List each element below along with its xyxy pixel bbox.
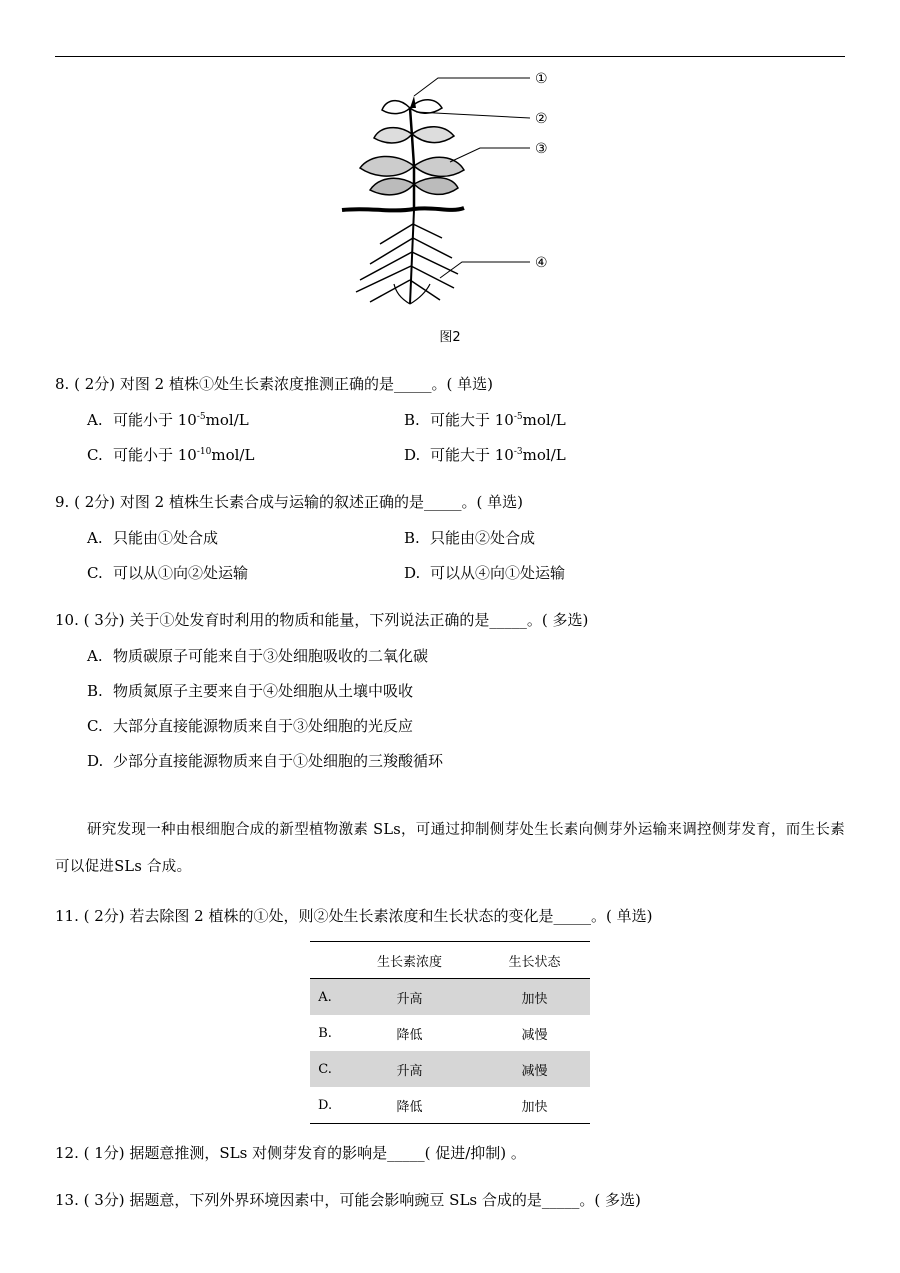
q8-option-b: B. 可能大于 $10^{-5}mol/L$ [404,411,566,429]
header-rule [55,56,845,57]
q9-option-c: C. 可以从①向②处运输 [87,564,249,582]
question-8-stem: 8. ( 2分) 对图 2 植株①处生长素浓度推测正确的是_____。( 单选) [55,375,493,393]
table-header: 生长素浓度 [377,954,443,970]
q11-answer-table [310,941,590,1124]
table-header: 生长状态 [508,954,561,970]
q10-option-b: B. 物质氮原子主要来自于④处细胞从土壤中吸收 [87,682,414,700]
table-cell: B. [318,1025,332,1041]
figure-caption: 图2 [439,330,461,345]
question-10-stem: 10. ( 3分) 关于①处发育时利用的物质和能量，下列说法正确的是_____。( 多选) [55,611,589,629]
passage-text: 研究发现一种由根细胞合成的新型植物激素 SLs，可通过抑制侧芽处生长素向侧芽外运输来调控侧芽发育，而生长素可以促进SLs 合成。 [55,822,846,875]
q10-option-c: C. 大部分直接能源物质来自于③处细胞的光反应 [87,717,414,735]
plant-diagram [330,66,570,316]
q8-option-c: C. 可能小于 $10^{-10}mol/L$ [87,446,255,464]
table-row [310,1015,590,1051]
question-12-stem: 12. ( 1分) 据题意推测，SLs 对侧芽发育的影响是_____( 促进/抑制) 。 [55,1144,526,1162]
table-cell: 加快 [521,991,548,1007]
label-3: ③ [535,141,548,157]
label-1: ① [535,71,548,87]
q8-option-d: D. 可能大于 $10^{-3}mol/L$ [404,446,566,464]
q9-option-d: D. 可以从④向①处运输 [404,564,566,582]
table-row [310,1087,590,1124]
question-11-stem: 11. ( 2分) 若去除图 2 植株的①处，则②处生长素浓度和生长状态的变化是_____。( 单选) [55,907,653,925]
label-2: ② [535,111,548,127]
question-13-stem: 13. ( 3分) 据题意，下列外界环境因素中，可能会影响豌豆 SLs 合成的是_____。( 多选) [55,1191,641,1209]
table-cell: A. [318,989,332,1005]
q9-option-b: B. 只能由②处合成 [404,529,536,547]
table-cell: 升高 [396,991,423,1007]
table-row [310,979,590,1016]
table-cell: 降低 [396,1027,423,1043]
question-9-stem: 9. ( 2分) 对图 2 植株生长素合成与运输的叙述正确的是_____。( 单选) [55,493,523,511]
table-header-row [310,942,590,979]
table-cell: 升高 [396,1063,423,1079]
table-cell: 减慢 [521,1027,548,1043]
q10-option-a: A. 物质碳原子可能来自于③处细胞吸收的二氧化碳 [87,647,429,665]
q9-option-a: A. 只能由①处合成 [87,529,219,547]
table-cell: C. [318,1061,332,1077]
q8-option-a: A. 可能小于 $10^{-5}mol/L$ [87,411,249,429]
table-header [310,942,340,979]
table-row [310,1051,590,1087]
table-cell: 降低 [396,1099,423,1115]
table-cell: 加快 [521,1099,548,1115]
q10-option-d: D. 少部分直接能源物质来自于①处细胞的三羧酸循环 [87,752,444,770]
table-cell: D. [318,1097,333,1113]
label-4: ④ [535,255,548,271]
table-cell: 减慢 [521,1063,548,1079]
